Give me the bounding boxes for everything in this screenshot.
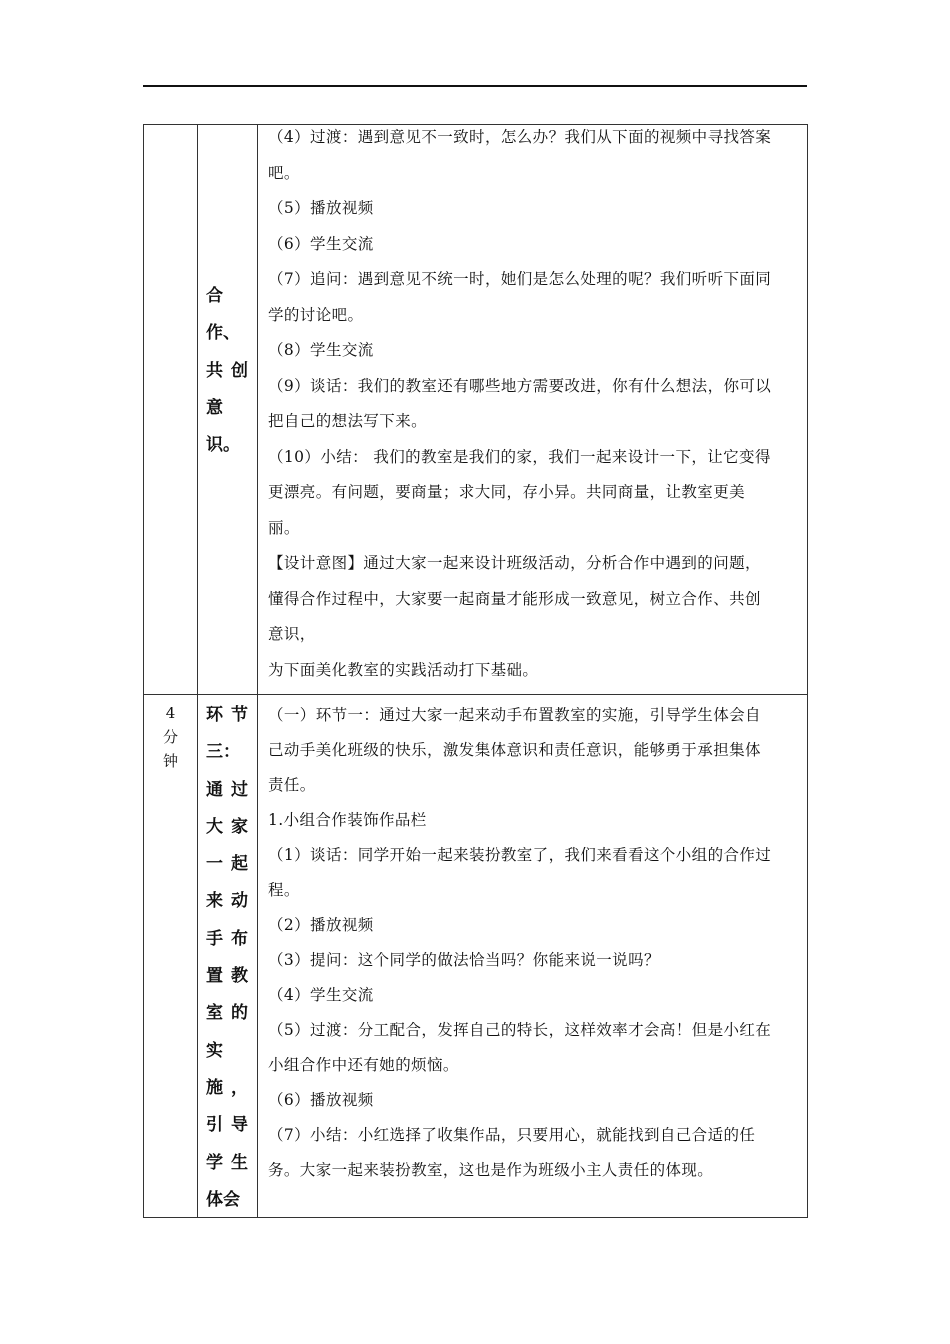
row-divider — [143, 694, 807, 695]
table-border-right — [807, 124, 808, 1218]
content-line: 更漂亮。有问题，要商量；求大同，存小异。共同商量，让教室更美 — [268, 483, 746, 501]
time-cell — [143, 701, 198, 773]
stage-line: 作、 — [206, 323, 240, 344]
content-line: 务。大家一起来装扮教室，这也是作为班级小主人责任的体现。 — [268, 1161, 714, 1179]
stage-line: 实 — [206, 1040, 223, 1061]
stage-line: 置教 — [206, 966, 248, 987]
stage-line: 识。 — [206, 435, 240, 456]
stage-cell — [206, 697, 248, 1219]
content-line: （2）播放视频 — [268, 916, 374, 934]
column-divider — [257, 124, 258, 1218]
content-line: （3）提问：这个同学的做法恰当吗？你能来说一说吗？ — [268, 951, 660, 969]
stage-cell — [206, 278, 248, 464]
content-line: 把自己的想法写下来。 — [268, 412, 428, 430]
stage-line: 手布 — [206, 928, 248, 949]
stage-line: 意 — [206, 397, 223, 418]
time-line: 钟 — [162, 752, 178, 770]
content-line: 程。 — [268, 881, 300, 899]
stage-line: 合 — [206, 286, 223, 306]
content-line: （10）小结： 我们的教室是我们的家，我们一起来设计一下，让它变得 — [268, 447, 771, 466]
stage-line: 环节 — [206, 705, 248, 725]
column-divider — [197, 124, 198, 1218]
stage-line: 体会 — [206, 1189, 240, 1210]
content-line: 责任。 — [268, 776, 316, 794]
stage-line: 通过 — [206, 779, 248, 800]
stage-line: 大家 — [206, 816, 248, 837]
design-intent-line: 懂得合作过程中，大家要一起商量才能形成一致意见，树立合作、共创 — [268, 589, 761, 608]
content-line: （9）谈话：我们的教室还有哪些地方需要改进，你有什么想法，你可以 — [268, 376, 772, 395]
stage-line: 一起 — [206, 854, 248, 875]
stage-line: 施， — [206, 1077, 248, 1098]
table-border-left — [143, 124, 144, 1218]
content-line: （5）播放视频 — [268, 199, 374, 217]
content-line: 己动手美化班级的快乐，激发集体意识和责任意识，能够勇于承担集体 — [268, 741, 761, 759]
content-line: （5）过渡：分工配合，发挥自己的特长，这样效率才会高！但是小红在 — [268, 1021, 772, 1039]
content-line: （一）环节一：通过大家一起来动手布置教室的实施，引导学生体会自 — [268, 706, 761, 724]
content-line: 吧。 — [268, 163, 300, 182]
stage-line: 来动 — [206, 891, 248, 912]
content-line: （4）过渡：遇到意见不一致时，怎么办？我们从下面的视频中寻找答案 — [268, 128, 772, 146]
content-cell — [268, 120, 771, 688]
content-line: 小组合作中还有她的烦恼。 — [268, 1056, 459, 1074]
content-line: （7）追问：遇到意见不统一时，她们是怎么处理的呢？我们听听下面同 — [268, 270, 772, 288]
content-line: （6）学生交流 — [268, 234, 374, 253]
content-line: （6）播放视频 — [268, 1091, 374, 1109]
stage-line: 三： — [206, 742, 240, 763]
header-rule — [143, 85, 807, 87]
design-intent-line: 意识， — [268, 625, 316, 643]
stage-line: 引导 — [206, 1115, 248, 1136]
content-line: 学的讨论吧。 — [268, 305, 364, 324]
content-line: （4）学生交流 — [268, 986, 374, 1004]
stage-line: 学生 — [206, 1152, 248, 1173]
design-intent-line: 【设计意图】通过大家一起来设计班级活动，分析合作中遇到的问题， — [268, 554, 761, 572]
content-line: （1）谈话：同学开始一起来装扮教室了，我们来看看这个小组的合作过 — [268, 846, 772, 864]
design-intent-line: 为下面美化教室的实践活动打下基础。 — [268, 660, 539, 679]
stage-line: 室的 — [206, 1003, 248, 1024]
content-cell — [268, 698, 771, 1188]
content-line: 丽。 — [268, 518, 300, 537]
time-line: 4 — [165, 704, 176, 722]
time-line: 分 — [162, 728, 178, 746]
content-line: （7）小结：小红选择了收集作品，只要用心，就能找到自己合适的任 — [268, 1126, 756, 1144]
content-line: 1.小组合作装饰作品栏 — [268, 811, 427, 829]
content-line: （8）学生交流 — [268, 341, 374, 359]
stage-line: 共创 — [206, 360, 248, 381]
